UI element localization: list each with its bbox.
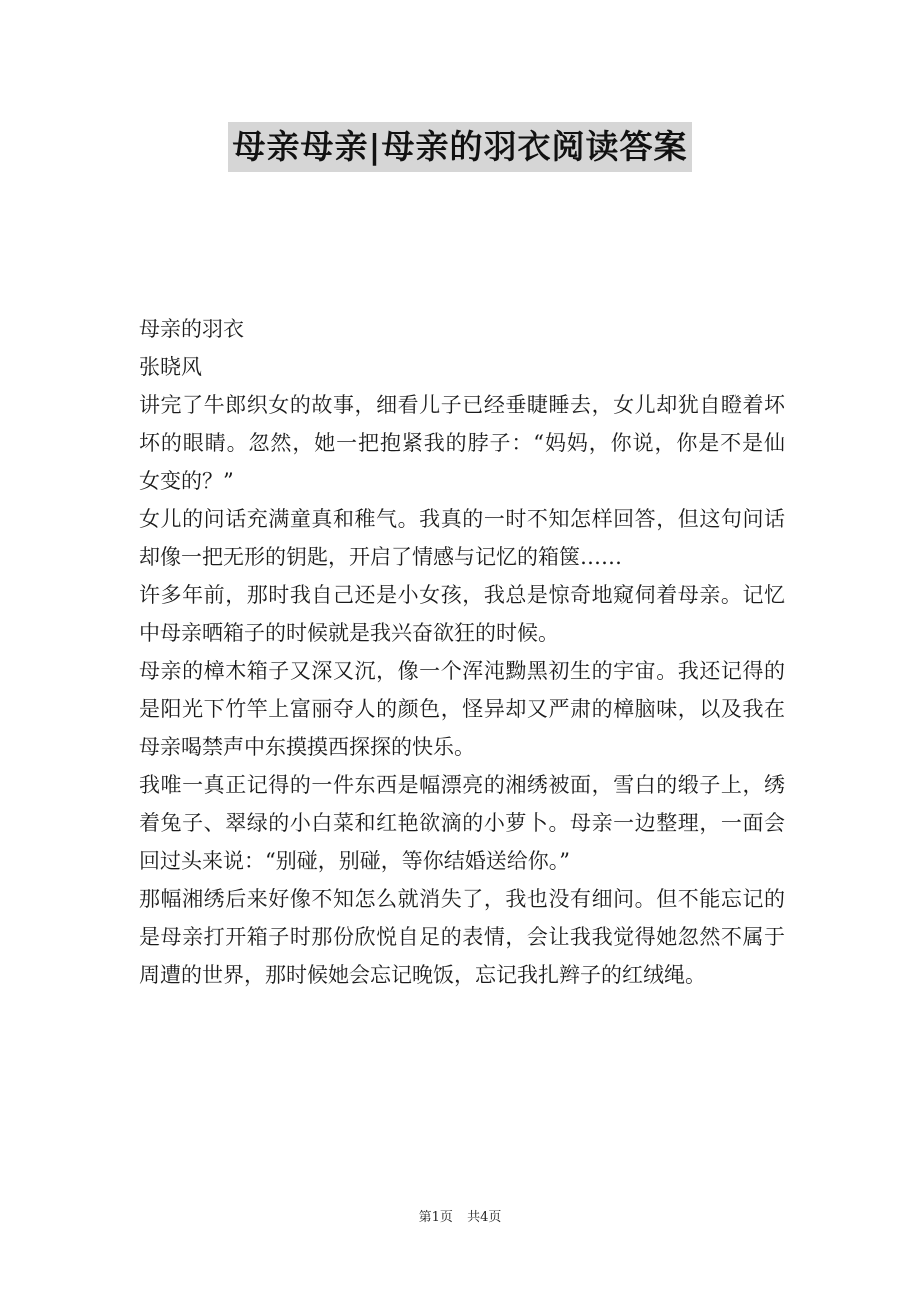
- text-line: 那幅湘绣后来好像不知怎么就消失了，我也没有细问。但不能忘记的: [139, 887, 785, 911]
- text-line: 女儿的问话充满童真和稚气。我真的一时不知怎样回答，但这句问话: [139, 507, 785, 531]
- text-line: 我唯一真正记得的一件东西是幅漂亮的湘绣被面，雪白的缎子上，绣: [139, 773, 785, 797]
- article-author: 张晓风: [139, 355, 202, 379]
- page-footer: [0, 1206, 920, 1225]
- article-lines: [139, 386, 785, 994]
- text-line: 母亲的樟木箱子又深又沉，像一个浑沌黝黑初生的宇宙。我还记得的: [139, 659, 785, 683]
- text-line: 是阳光下竹竿上富丽夺人的颜色，怪异却又严肃的樟脑味，以及我在: [139, 697, 785, 721]
- page-number: 第1页: [418, 1210, 453, 1225]
- document-title: 母亲母亲|母亲的羽衣阅读答案: [228, 122, 691, 172]
- text-line: 却像一把无形的钥匙，开启了情感与记忆的箱箧……: [139, 545, 622, 569]
- text-line: 回过头来说：“别碰，别碰，等你结婚送给你。”: [139, 849, 570, 873]
- page-total: 共4页: [467, 1210, 502, 1225]
- text-line: 许多年前，那时我自己还是小女孩，我总是惊奇地窥伺着母亲。记忆: [139, 583, 785, 607]
- text-line: 周遭的世界，那时候她会忘记晚饭，忘记我扎辫子的红绒绳。: [139, 963, 706, 987]
- article-heading: 母亲的羽衣: [139, 317, 244, 341]
- text-line: 是母亲打开箱子时那份欣悦自足的表情，会让我我觉得她忽然不属于: [139, 925, 785, 949]
- text-line: 女变的？”: [139, 469, 234, 493]
- text-line: 讲完了牛郎织女的故事，细看儿子已经垂睫睡去，女儿却犹自瞪着坏: [139, 393, 785, 417]
- text-line: 母亲喝禁声中东摸摸西探探的快乐。: [139, 735, 475, 759]
- text-line: 坏的眼睛。忽然，她一把抱紧我的脖子：“妈妈，你说，你是不是仙: [139, 431, 785, 455]
- article-body: [139, 310, 785, 994]
- text-line: 中母亲晒箱子的时候就是我兴奋欲狂的时候。: [139, 621, 559, 645]
- text-line: 着兔子、翠绿的小白菜和红艳欲滴的小萝卜。母亲一边整理，一面会: [139, 811, 785, 835]
- title-area: [0, 122, 920, 172]
